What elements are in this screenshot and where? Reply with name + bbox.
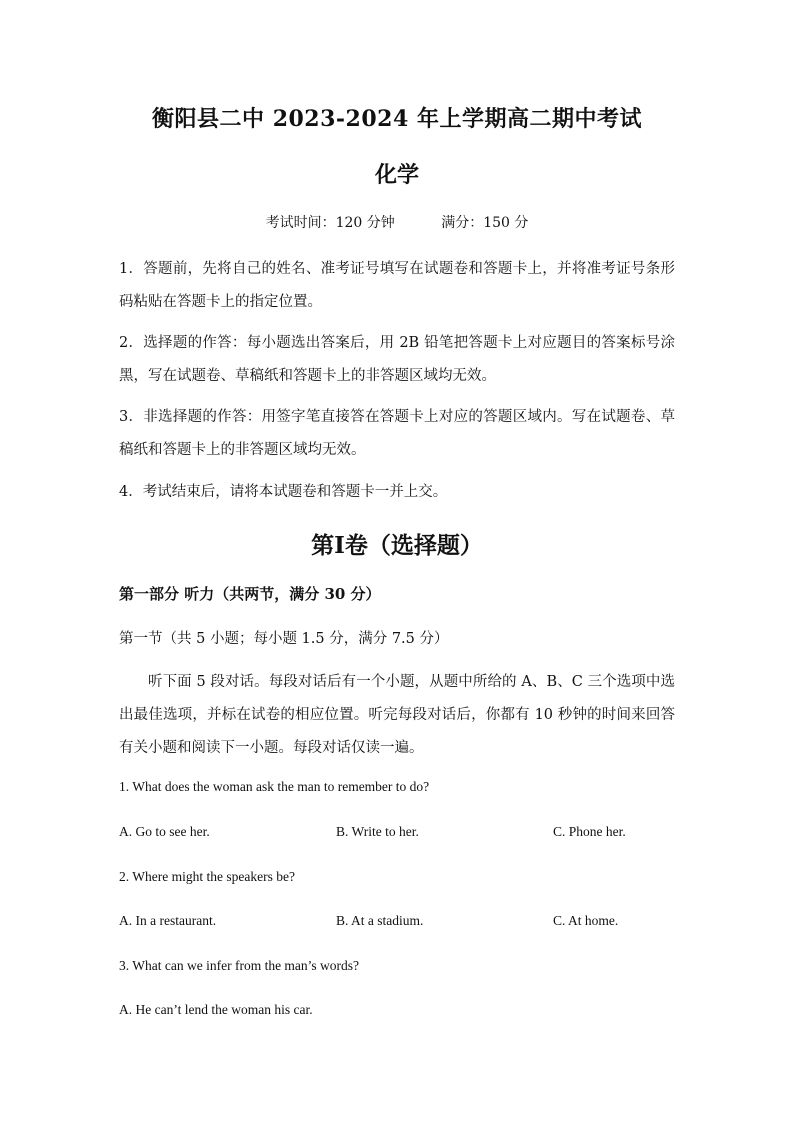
exam-title: 衡阳县二中 2023-2024 年上学期高二期中考试 [152, 106, 642, 132]
q3-option-a: A. He can’t lend the woman his car. [119, 1002, 313, 1017]
instruction-3: 3．非选择题的作答：用签字笔直接答在答题卡上对应的答题区域内。写在试题卷、草稿纸和答题卡上的非答题区域均无效。 [119, 409, 675, 458]
q1-option-b: B. Write to her. [336, 824, 419, 839]
question-3: 3. What can we infer from the man’s words? [119, 958, 360, 973]
section-title: 第Ⅰ卷（选择题） [311, 532, 483, 559]
q2-option-a: A. In a restaurant. [119, 913, 217, 928]
question-2: 2. Where might the speakers be? [119, 869, 295, 884]
listening-directions: 听下面 5 段对话。每段对话后有一个小题，从题中所给的 A、B、C 三个选项中选出最佳选项，并标在试卷的相应位置。听完每段对话后，你都有 10 秒钟的时间来回答有关小题和阅读下一小题。每段对话仅读一遍。 [119, 674, 675, 756]
q1-option-a: A. Go to see her. [119, 824, 210, 839]
subject-heading: 化学 [374, 162, 419, 188]
q2-option-c: C. At home. [553, 913, 619, 928]
instruction-4: 4．考试结束后，请将本试题卷和答题卡一并上交。 [119, 484, 448, 500]
exam-time: 考试时间：120 分钟 [265, 215, 395, 231]
question-1: 1. What does the woman ask the man to remember to do? [119, 779, 430, 794]
q2-option-b: B. At a stadium. [336, 913, 424, 928]
part-title: 第一部分 听力（共两节，满分 30 分） [119, 585, 381, 603]
instruction-1: 1．答题前，先将自己的姓名、准考证号填写在试题卷和答题卡上，并将准考证号条形码粘贴在答题卡上的指定位置。 [119, 261, 675, 310]
instruction-2: 2．选择题的作答：每小题选出答案后，用 2B 铅笔把答题卡上对应题目的答案标号涂黑，写在试题卷、草稿纸和答题卡上的非答题区域均无效。 [119, 335, 675, 384]
subsection-title: 第一节（共 5 小题；每小题 1.5 分，满分 7.5 分） [119, 631, 449, 647]
q1-option-c: C. Phone her. [553, 824, 626, 839]
exam-meta [0, 212, 794, 232]
full-score: 满分：150 分 [441, 215, 529, 231]
